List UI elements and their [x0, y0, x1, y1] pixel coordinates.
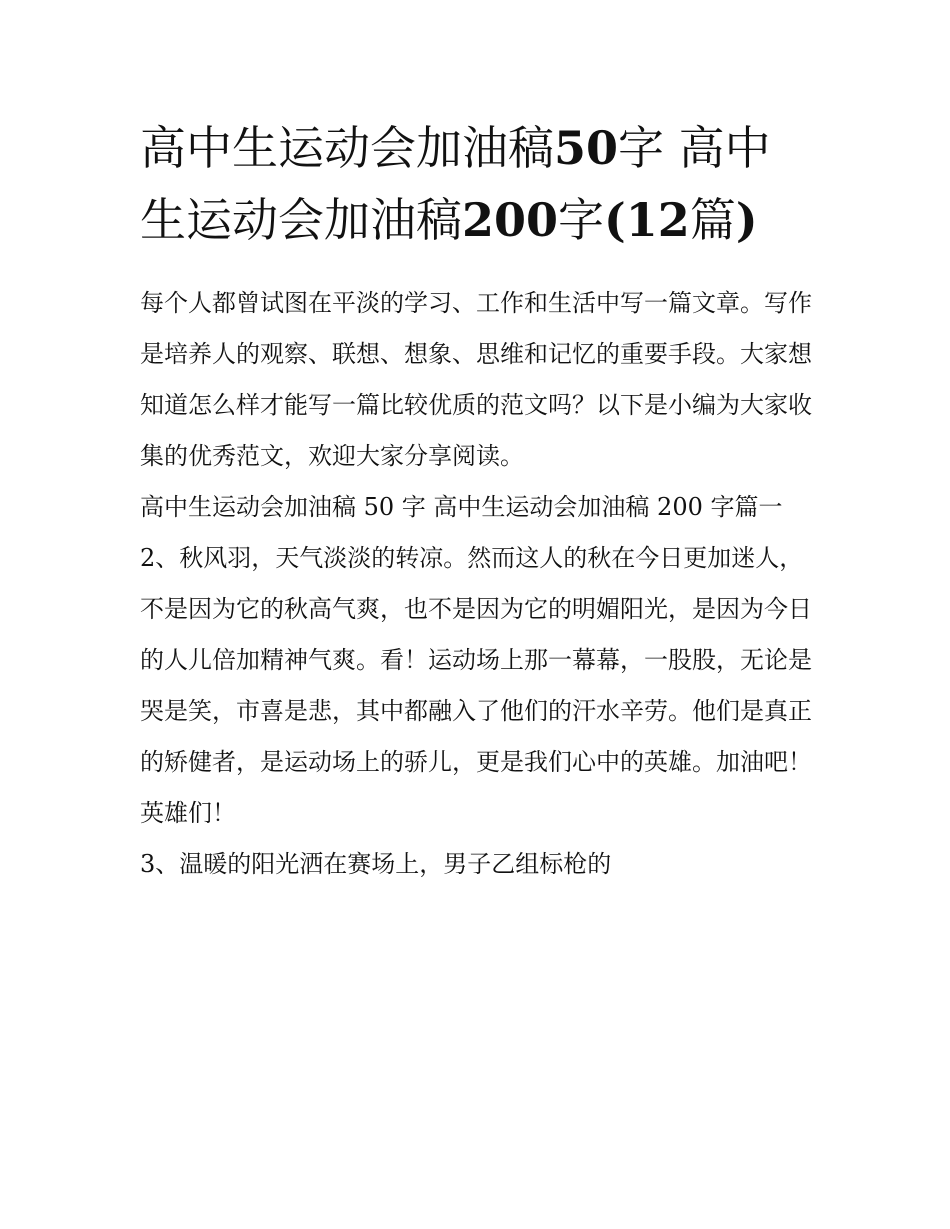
document-title	[140, 112, 812, 256]
title-text-3: 字	[558, 193, 605, 247]
title-number-2: 200	[462, 193, 559, 247]
intro-paragraph: 每个人都曾试图在平淡的学习、工作和生活中写一篇文章。写作是培养人的观察、联想、想象、思维和记忆的重要手段。大家想知道怎么样才能写一篇比较优质的范文吗？以下是小编为大家收集的优秀范文，欢迎大家分享阅读。	[140, 289, 812, 470]
body-paragraph-2: 2、秋风羽，天气淡淡的转凉。然而这人的秋在今日更加迷人，不是因为它的秋高气爽，也不是因为它的明媚阳光，是因为今日的人儿倍加精神气爽。看！运动场上那一幕幕，一股股，无论是哭是笑，市喜是悲，其中都融入了他们的汗水辛劳。他们是真正的矫健者，是运动场上的骄儿，更是我们心中的英雄。加油吧！英雄们！	[140, 544, 812, 827]
title-text-4: 篇	[689, 193, 736, 247]
title-text-2: 字 高中生运动会加油稿	[140, 121, 771, 247]
title-number-1: 50	[554, 121, 619, 175]
body-paragraph-3: 3、温暖的阳光洒在赛场上，男子乙组标枪的	[140, 850, 612, 878]
document-page	[140, 112, 812, 890]
title-number-3: (12	[604, 193, 690, 247]
title-text-1: 高中生运动会加油稿	[140, 121, 554, 175]
section-heading: 高中生运动会加油稿 50 字 高中生运动会加油稿 200 字篇一	[140, 493, 783, 521]
title-number-4: )	[735, 193, 758, 247]
